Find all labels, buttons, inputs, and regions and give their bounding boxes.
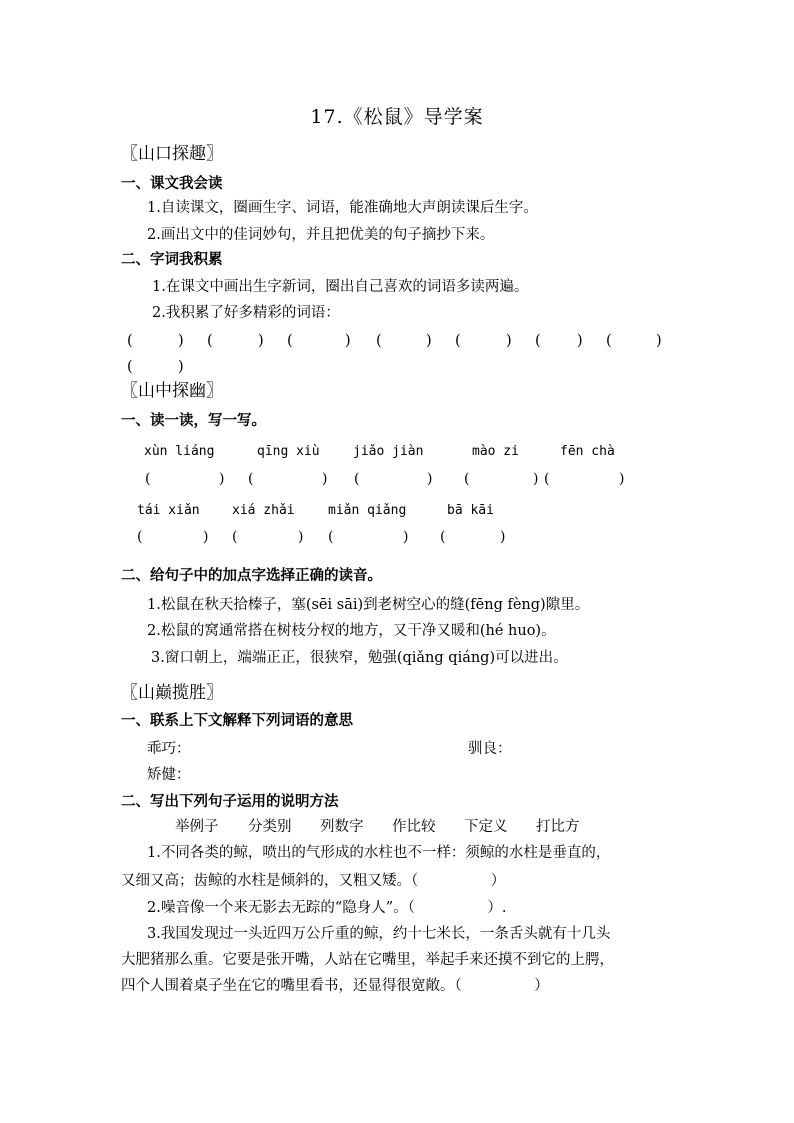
instruction-4: 2.我积累了好多精彩的词语： xyxy=(152,305,340,321)
section-label-shanzhong: 〖山中探幽〗 xyxy=(121,381,223,401)
word-blank[interactable]: ( xyxy=(127,359,133,375)
answer-blanks-row-1: ( ) ( ) ( ) ( ) ( ) xyxy=(145,471,625,487)
word-blank[interactable]: ( xyxy=(535,333,541,349)
method-item-3-line-3: 四个人围着桌子坐在它的嘴里看书，还显得很宽敞。（ ） xyxy=(121,978,549,994)
methods-list xyxy=(0,820,794,838)
word-blank[interactable]: ( xyxy=(606,333,612,349)
answer-blank[interactable]: ( xyxy=(137,529,143,545)
pinyin-row-1 xyxy=(0,445,794,461)
section-label-shankou: 〖山口探趣〗 xyxy=(121,144,223,164)
instruction-1: 1.自读课文，圈画生字、词语，能准确地大声朗读课后生字。 xyxy=(147,200,538,216)
heading-read-write: 一、读一读，写一写。 xyxy=(121,413,266,429)
page-title: 17.《松鼠》导学案 xyxy=(310,106,484,128)
heading-explanation-methods: 二、写出下列句子运用的说明方法 xyxy=(121,794,339,810)
pinyin-item: jiǎo jiàn xyxy=(353,444,424,459)
word-blank[interactable]: ( xyxy=(207,333,213,349)
method-option: 分类别 xyxy=(248,819,292,835)
method-option: 列数字 xyxy=(320,819,364,835)
answer-blanks-row-2: ( ) ( ) ( ) ( ) xyxy=(137,529,506,545)
pinyin-item: qīng xiù xyxy=(257,444,320,459)
word-blank[interactable]: ( xyxy=(455,333,461,349)
instruction-3: 1.在课文中画出生字新词，圈出自己喜欢的词语多读两遍。 xyxy=(152,279,529,295)
pinyin-item: xiá zhǎi xyxy=(232,503,295,518)
method-item-2: 2.噪音像一个来无影去无踪的“隐身人”。（ ）. xyxy=(147,900,507,916)
section-label-shandian: 〖山巅揽胜〗 xyxy=(121,683,223,703)
answer-blank[interactable]: ( xyxy=(145,471,151,487)
pronunciation-item-1: 1.松鼠在秋天拾榛子，塞(sēi sāi)到老树空心的缝(fēng fèng)隙里。 xyxy=(147,597,590,613)
word-blanks-row-2: ( ) xyxy=(127,359,184,375)
heading-read-text: 一、课文我会读 xyxy=(121,176,223,192)
heading-pronunciation: 二、给句子中的加点字选择正确的读音。 xyxy=(121,568,382,584)
answer-blank[interactable]: ( xyxy=(248,471,254,487)
method-option: 作比较 xyxy=(392,819,436,835)
pronunciation-item-3: 3.窗口朝上，端端正正，很狭窄，勉强(qiǎng qiáng)可以进出。 xyxy=(151,650,568,666)
word-blank[interactable]: ( xyxy=(127,333,133,349)
pinyin-item: bā kāi xyxy=(447,503,494,518)
method-item-3-line-1: 3.我国发现过一头近四万公斤重的鲸，约十七米长，一条舌头就有十几头 xyxy=(147,926,611,942)
pinyin-item: fēn chà xyxy=(560,444,615,459)
pinyin-item: tái xiǎn xyxy=(137,503,200,518)
term-jiaojian: 矫健： xyxy=(147,767,191,783)
answer-blank[interactable]: ( xyxy=(440,529,446,545)
method-item-3-line-2: 大肥猪那么重。它要是张开嘴，人站在它嘴里，举起手来还摸不到它的上腭， xyxy=(121,952,614,968)
answer-blank[interactable]: ( xyxy=(464,471,470,487)
pinyin-item: miǎn qiǎng xyxy=(328,503,407,518)
pinyin-item: mào zi xyxy=(472,444,519,459)
pinyin-row-2 xyxy=(0,504,794,520)
answer-blank[interactable]: ( xyxy=(354,471,360,487)
word-blank[interactable]: ( xyxy=(376,333,382,349)
pronunciation-item-2: 2.松鼠的窝通常搭在树枝分杈的地方，又干净又暖和(hé huo)。 xyxy=(147,623,556,639)
instruction-2: 2.画出文中的佳词妙句，并且把优美的句子摘抄下来。 xyxy=(147,227,495,243)
answer-blank[interactable]: ( xyxy=(544,471,550,487)
method-item-1-line-2: 又细又高；齿鲸的水柱是倾斜的，又粗又矮。（ ） xyxy=(121,873,506,889)
pinyin-item: xùn liáng xyxy=(144,444,215,459)
method-option: 举例子 xyxy=(175,819,219,835)
heading-explain-words: 一、联系上下文解释下列词语的意思 xyxy=(121,713,353,729)
answer-blank[interactable]: ( xyxy=(232,529,238,545)
method-option: 打比方 xyxy=(536,819,580,835)
term-xunliang: 驯良： xyxy=(468,741,512,757)
word-blanks-row-1: ( ) ( ) ( ) ( ) ( ) ( ) ( ) xyxy=(127,333,662,349)
heading-vocab: 二、字词我积累 xyxy=(121,252,223,268)
method-option: 下定义 xyxy=(464,819,508,835)
word-blank[interactable]: ( xyxy=(287,333,293,349)
term-guaiqiao: 乖巧： xyxy=(147,741,191,757)
answer-blank[interactable]: ( xyxy=(328,529,334,545)
method-item-1-line-1: 1.不同各类的鲸，喷出的气形成的水柱也不一样：须鲸的水柱是垂直的， xyxy=(147,845,611,861)
